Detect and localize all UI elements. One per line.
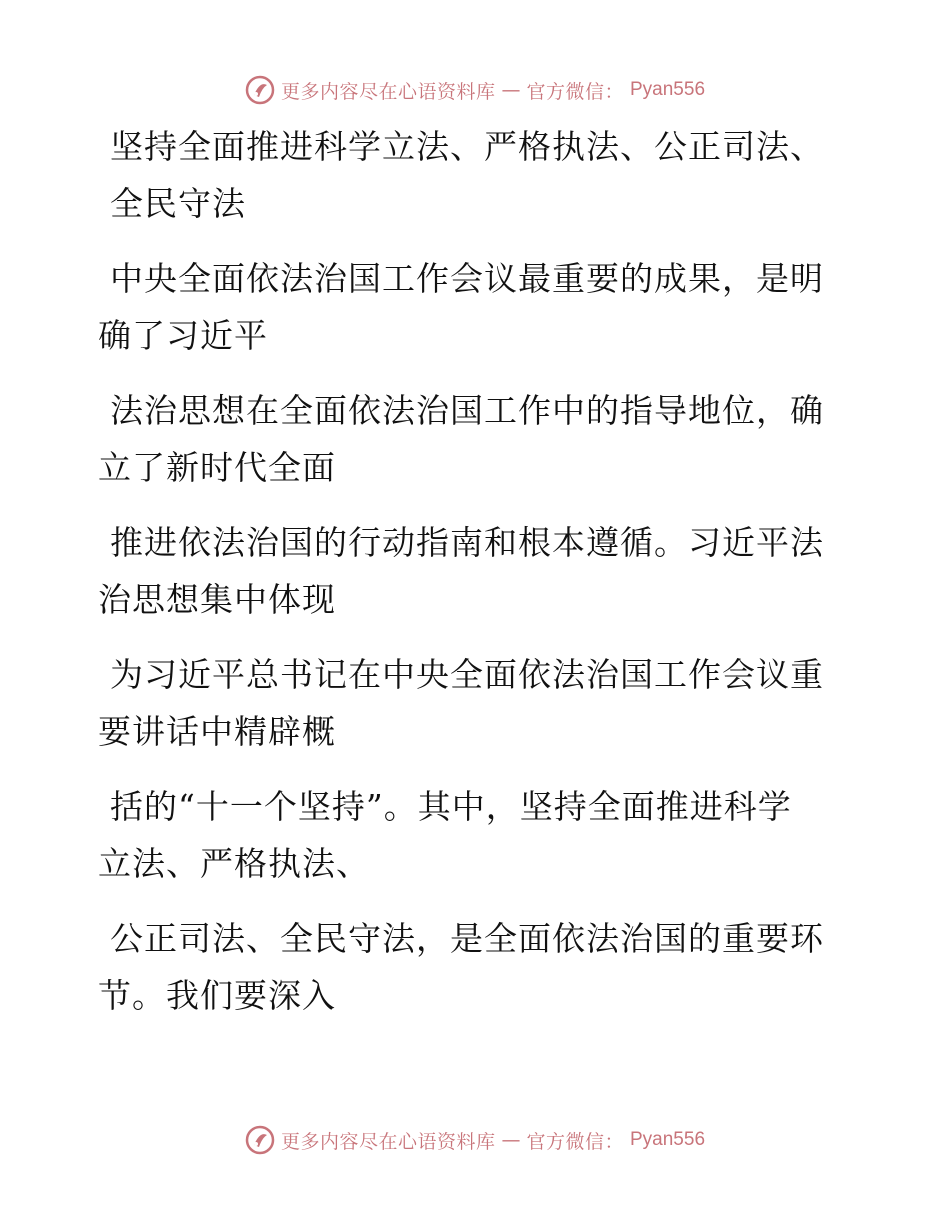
watermark-dash: — xyxy=(501,79,521,101)
watermark-official-text: 官方微信： xyxy=(526,1130,624,1153)
text-line: 中央全面依法治国工作会议最重要的成果，是明 xyxy=(110,259,824,298)
text-line: 公正司法、全民守法，是全面依法治国的重要环 xyxy=(110,919,824,958)
text-line: 要讲话中精辟概 xyxy=(98,712,336,751)
text-line: 推进依法治国的行动指南和根本遵循。习近平法 xyxy=(110,523,824,562)
watermark-brand-text: 更多内容尽在心语资料库 xyxy=(280,1130,496,1153)
text-line: 治思想集中体现 xyxy=(98,580,336,619)
text-line: 立了新时代全面 xyxy=(98,448,336,487)
paragraph-gap xyxy=(98,364,838,382)
footer-watermark xyxy=(0,1120,950,1160)
text-line: 为习近平总书记在中央全面依法治国工作会议重 xyxy=(110,655,824,694)
brand-logo-icon xyxy=(245,1125,275,1155)
paragraph-gap xyxy=(98,760,838,778)
text-line: 确了习近平 xyxy=(98,316,268,355)
text-line: 法治思想在全面依法治国工作中的指导地位，确 xyxy=(110,391,824,430)
paragraph-gap xyxy=(98,892,838,910)
watermark-wechat-id: Pyan556 xyxy=(630,79,706,100)
paragraph-gap xyxy=(98,496,838,514)
text-line: 节。我们要深入 xyxy=(98,976,336,1015)
heading-line-continued: 全民守法 xyxy=(110,184,246,223)
heading-line: 坚持全面推进科学立法、严格执法、公正司法、 xyxy=(110,127,824,166)
watermark-official-text: 官方微信： xyxy=(526,80,624,103)
text-line: 立法、严格执法、 xyxy=(98,844,370,883)
watermark-brand-text: 更多内容尽在心语资料库 xyxy=(280,80,496,103)
paragraph-gap xyxy=(98,628,838,646)
document-body xyxy=(98,118,838,1024)
watermark-dash: — xyxy=(501,1129,521,1151)
header-watermark xyxy=(0,70,950,110)
brand-logo-icon xyxy=(245,75,275,105)
text-line: 括的“十一个坚持”。其中，坚持全面推进科学 xyxy=(110,787,792,826)
watermark-wechat-id: Pyan556 xyxy=(630,1129,706,1150)
